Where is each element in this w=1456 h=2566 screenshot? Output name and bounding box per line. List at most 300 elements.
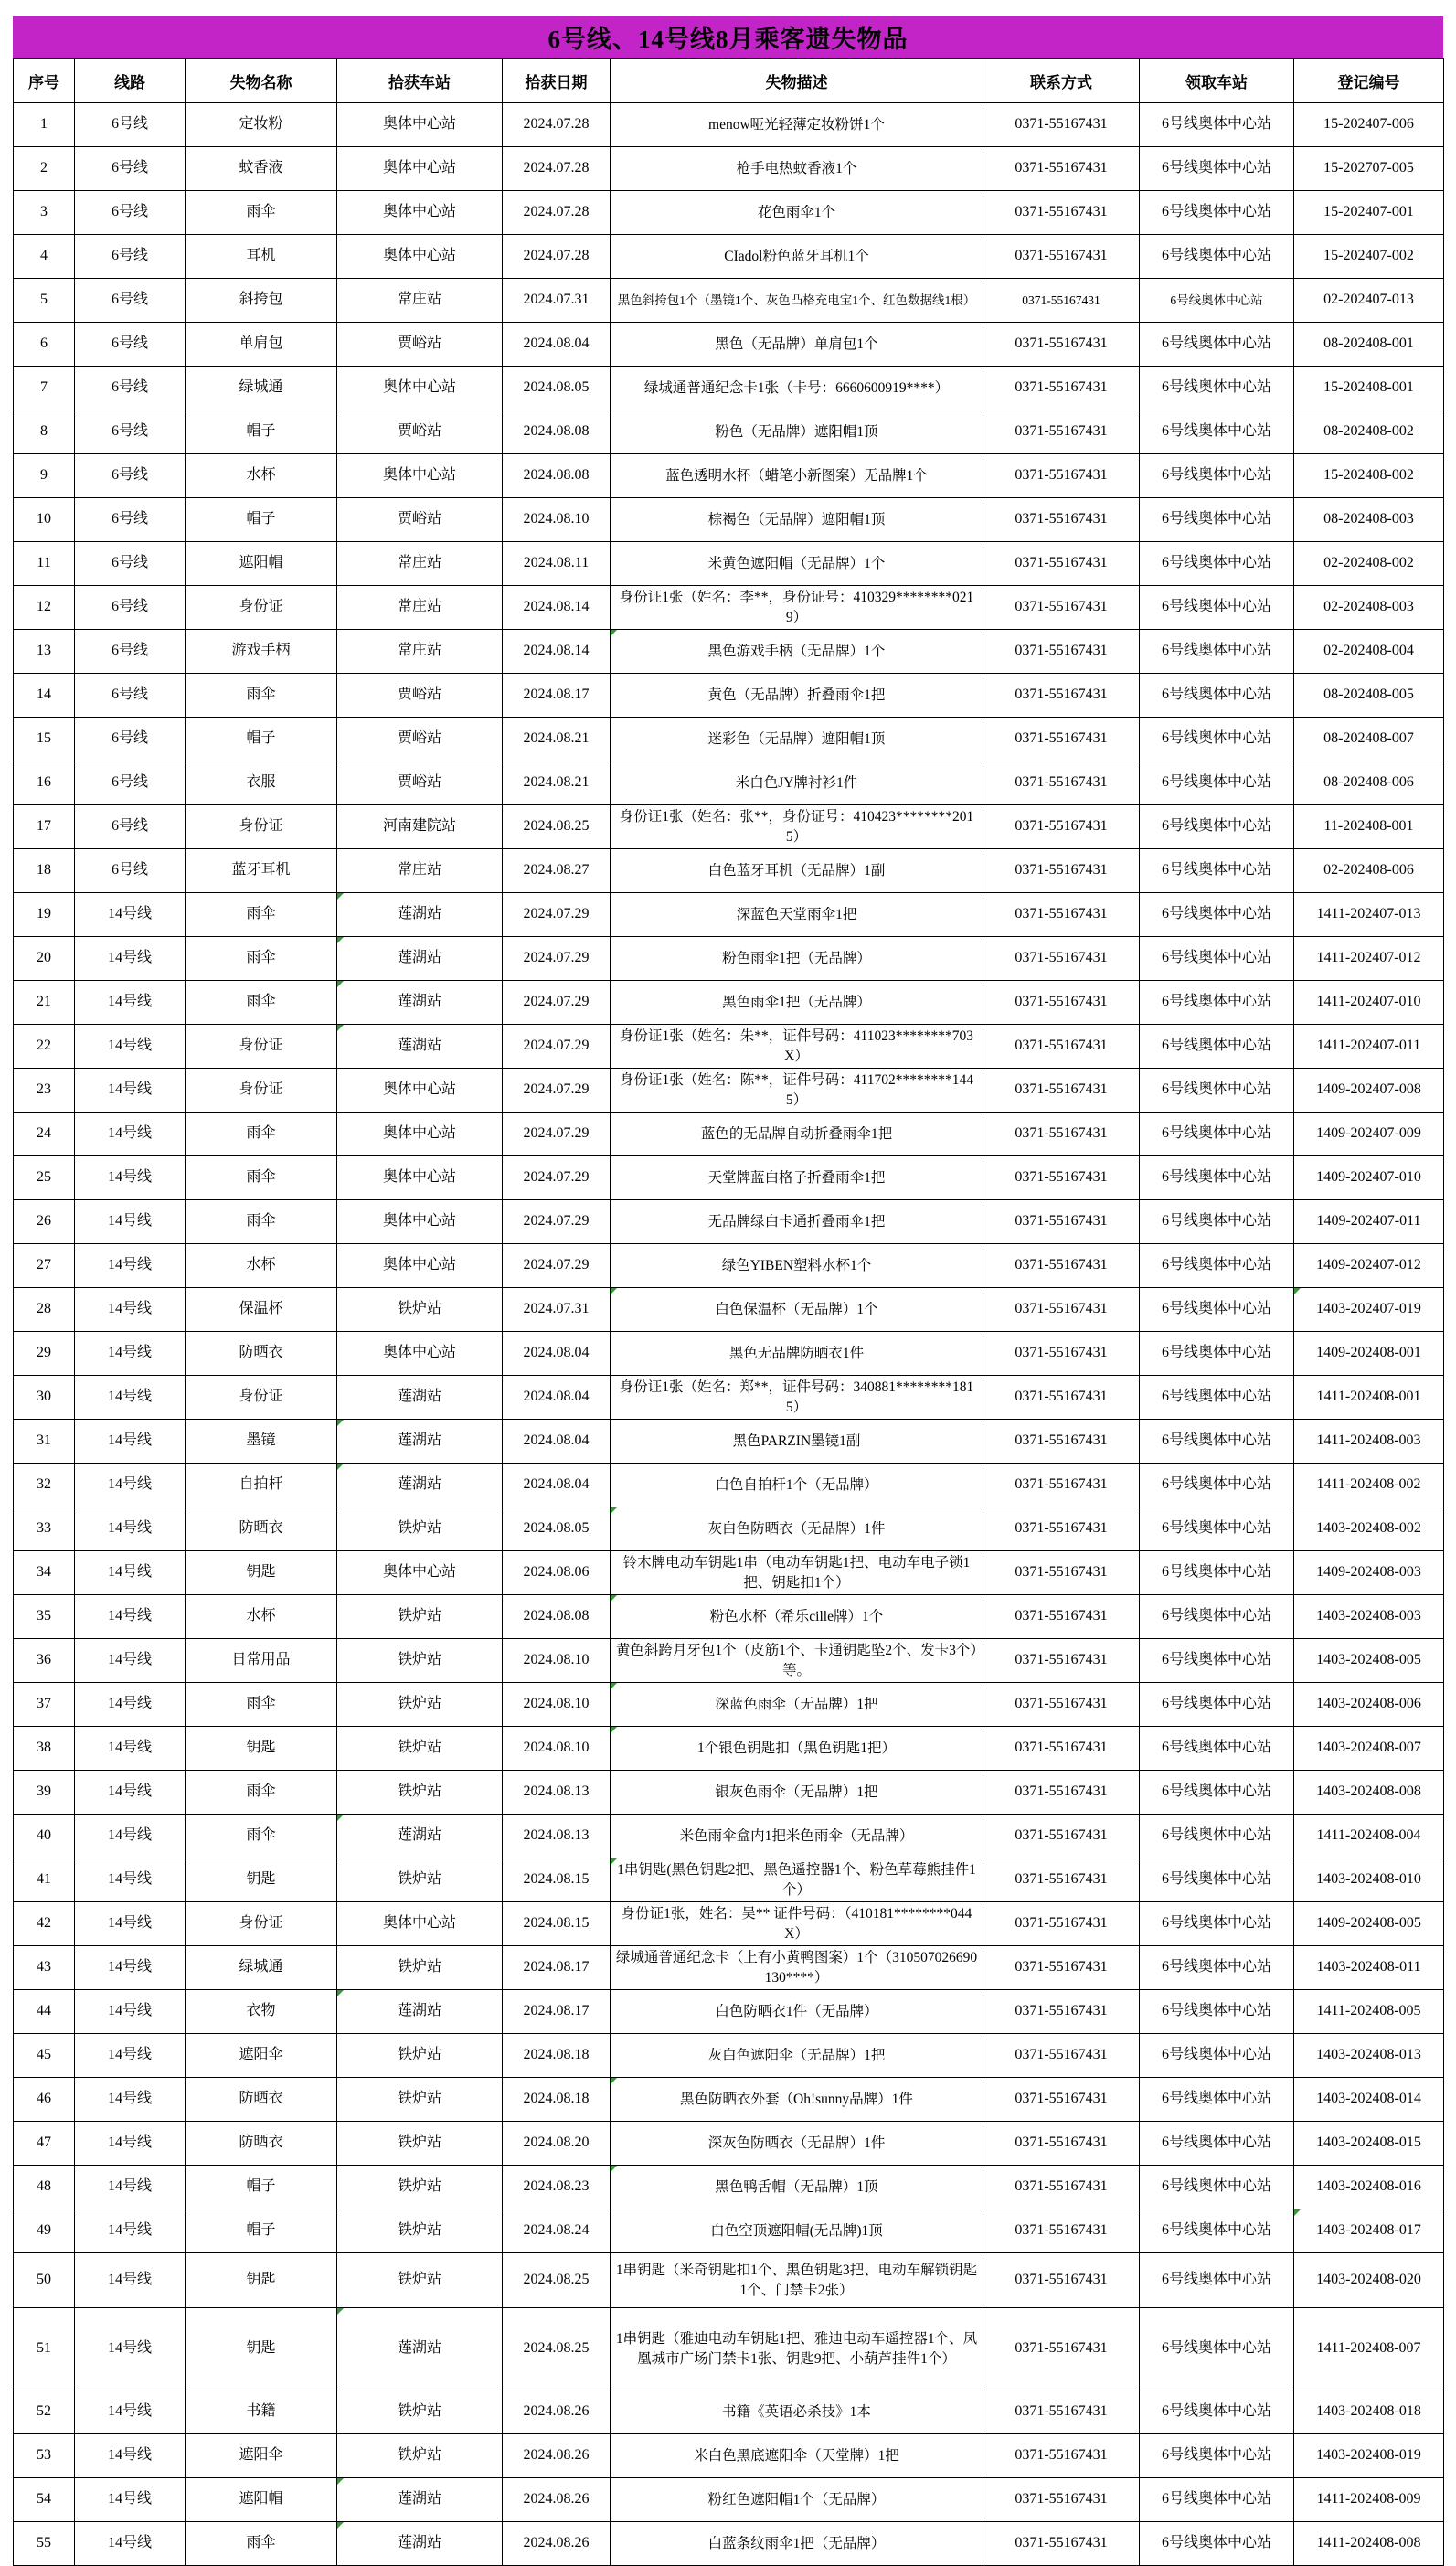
cell-claim: 6号线奥体中心站 xyxy=(1140,367,1294,410)
cell-station: 奥体中心站 xyxy=(337,1113,503,1156)
cell-desc: 黑色PARZIN墨镜1副 xyxy=(611,1420,983,1464)
cell-date: 2024.08.17 xyxy=(503,1990,611,2034)
cell-contact: 0371-55167431 xyxy=(983,1639,1140,1683)
cell-date: 2024.08.23 xyxy=(503,2166,611,2209)
cell-reg: 1403-202408-005 xyxy=(1294,1639,1444,1683)
cell-contact: 0371-55167431 xyxy=(983,191,1140,235)
cell-item: 帽子 xyxy=(186,2209,337,2253)
cell-date: 2024.08.04 xyxy=(503,1376,611,1420)
cell-reg: 1411-202407-012 xyxy=(1294,937,1444,981)
cell-contact: 0371-55167431 xyxy=(983,849,1140,893)
table-row xyxy=(14,2166,1444,2209)
cell-reg: 1403-202408-016 xyxy=(1294,2166,1444,2209)
cell-seq: 36 xyxy=(14,1639,75,1683)
cell-reg: 1403-202408-010 xyxy=(1294,1858,1444,1902)
header-row xyxy=(14,59,1444,103)
cell-contact: 0371-55167431 xyxy=(983,1727,1140,1771)
cell-line: 14号线 xyxy=(75,1200,186,1244)
table-row xyxy=(14,805,1444,849)
cell-line: 14号线 xyxy=(75,1244,186,1288)
cell-line: 14号线 xyxy=(75,2034,186,2078)
cell-item: 雨伞 xyxy=(186,893,337,937)
cell-contact: 0371-55167431 xyxy=(983,937,1140,981)
cell-date: 2024.07.28 xyxy=(503,191,611,235)
cell-claim: 6号线奥体中心站 xyxy=(1140,2122,1294,2166)
cell-reg: 02-202408-006 xyxy=(1294,849,1444,893)
cell-item: 水杯 xyxy=(186,1595,337,1639)
table-row xyxy=(14,1288,1444,1332)
cell-line: 14号线 xyxy=(75,2253,186,2308)
table-row xyxy=(14,1507,1444,1551)
cell-claim: 6号线奥体中心站 xyxy=(1140,937,1294,981)
cell-station: 贾峪站 xyxy=(337,498,503,542)
cell-desc: 迷彩色（无品牌）遮阳帽1顶 xyxy=(611,718,983,761)
cell-seq: 10 xyxy=(14,498,75,542)
table-row xyxy=(14,981,1444,1025)
cell-desc: 黑色（无品牌）单肩包1个 xyxy=(611,323,983,367)
cell-contact: 0371-55167431 xyxy=(983,1595,1140,1639)
cell-seq: 26 xyxy=(14,1200,75,1244)
cell-desc: 无品牌绿白卡通折叠雨伞1把 xyxy=(611,1200,983,1244)
cell-contact: 0371-55167431 xyxy=(983,2308,1140,2390)
cell-line: 6号线 xyxy=(75,191,186,235)
cell-desc: 白色保温杯（无品牌）1个 xyxy=(611,1288,983,1332)
cell-contact: 0371-55167431 xyxy=(983,1200,1140,1244)
lost-items-sheet xyxy=(13,16,1443,2566)
table-row xyxy=(14,454,1444,498)
cell-station: 奥体中心站 xyxy=(337,1551,503,1595)
cell-line: 14号线 xyxy=(75,1156,186,1200)
table-row xyxy=(14,1727,1444,1771)
cell-seq: 55 xyxy=(14,2522,75,2566)
cell-desc: 黄色（无品牌）折叠雨伞1把 xyxy=(611,674,983,718)
cell-claim: 6号线奥体中心站 xyxy=(1140,1727,1294,1771)
cell-contact: 0371-55167431 xyxy=(983,1069,1140,1113)
table-row xyxy=(14,542,1444,586)
cell-date: 2024.08.08 xyxy=(503,1595,611,1639)
cell-item: 身份证 xyxy=(186,1376,337,1420)
cell-date: 2024.08.10 xyxy=(503,1683,611,1727)
cell-seq: 8 xyxy=(14,410,75,454)
cell-claim: 6号线奥体中心站 xyxy=(1140,1200,1294,1244)
cell-station: 奥体中心站 xyxy=(337,147,503,191)
cell-line: 14号线 xyxy=(75,1902,186,1946)
cell-station: 铁炉站 xyxy=(337,2034,503,2078)
cell-station: 铁炉站 xyxy=(337,2166,503,2209)
table-row xyxy=(14,147,1444,191)
cell-claim: 6号线奥体中心站 xyxy=(1140,2522,1294,2566)
cell-contact: 0371-55167431 xyxy=(983,410,1140,454)
cell-station: 莲湖站 xyxy=(337,937,503,981)
cell-item: 绿城通 xyxy=(186,1946,337,1990)
cell-reg: 15-202407-002 xyxy=(1294,235,1444,279)
cell-date: 2024.08.14 xyxy=(503,630,611,674)
cell-seq: 13 xyxy=(14,630,75,674)
cell-date: 2024.08.08 xyxy=(503,410,611,454)
cell-line: 6号线 xyxy=(75,849,186,893)
cell-line: 6号线 xyxy=(75,367,186,410)
cell-claim: 6号线奥体中心站 xyxy=(1140,2209,1294,2253)
cell-date: 2024.08.25 xyxy=(503,2253,611,2308)
cell-line: 14号线 xyxy=(75,1113,186,1156)
table-row xyxy=(14,2209,1444,2253)
table-row xyxy=(14,586,1444,630)
cell-claim: 6号线奥体中心站 xyxy=(1140,630,1294,674)
cell-date: 2024.07.29 xyxy=(503,1200,611,1244)
table-row xyxy=(14,1244,1444,1288)
lost-items-table xyxy=(13,58,1444,2566)
cell-station: 铁炉站 xyxy=(337,2078,503,2122)
cell-seq: 25 xyxy=(14,1156,75,1200)
cell-item: 帽子 xyxy=(186,2166,337,2209)
cell-item: 衣服 xyxy=(186,761,337,805)
cell-desc: 1串钥匙（雅迪电动车钥匙1把、雅迪电动车遥控器1个、凤凰城市广场门禁卡1张、钥匙9把、小葫芦挂件1个） xyxy=(611,2308,983,2390)
cell-desc: 身份证1张（姓名：张**，身份证号：410423********2015） xyxy=(611,805,983,849)
cell-date: 2024.08.26 xyxy=(503,2478,611,2522)
cell-desc: 黄色斜跨月牙包1个（皮筋1个、卡通钥匙坠2个、发卡3个）等。 xyxy=(611,1639,983,1683)
cell-desc: 枪手电热蚊香液1个 xyxy=(611,147,983,191)
cell-reg: 1403-202408-015 xyxy=(1294,2122,1444,2166)
cell-item: 防晒衣 xyxy=(186,1507,337,1551)
cell-station: 铁炉站 xyxy=(337,2209,503,2253)
cell-date: 2024.08.05 xyxy=(503,1507,611,1551)
cell-station: 莲湖站 xyxy=(337,1990,503,2034)
cell-desc: 黑色防晒衣外套（Oh!sunny品牌）1件 xyxy=(611,2078,983,2122)
cell-claim: 6号线奥体中心站 xyxy=(1140,147,1294,191)
cell-contact: 0371-55167431 xyxy=(983,1858,1140,1902)
cell-reg: 1409-202407-009 xyxy=(1294,1113,1444,1156)
cell-desc: 深蓝色雨伞（无品牌）1把 xyxy=(611,1683,983,1727)
cell-item: 钥匙 xyxy=(186,2253,337,2308)
table-row xyxy=(14,1639,1444,1683)
cell-station: 莲湖站 xyxy=(337,2478,503,2522)
cell-item: 衣物 xyxy=(186,1990,337,2034)
cell-reg: 1403-202408-011 xyxy=(1294,1946,1444,1990)
cell-seq: 23 xyxy=(14,1069,75,1113)
cell-date: 2024.08.04 xyxy=(503,323,611,367)
cell-contact: 0371-55167431 xyxy=(983,1420,1140,1464)
cell-date: 2024.08.21 xyxy=(503,718,611,761)
table-row xyxy=(14,235,1444,279)
table-row xyxy=(14,1683,1444,1727)
cell-seq: 38 xyxy=(14,1727,75,1771)
cell-item: 雨伞 xyxy=(186,1113,337,1156)
cell-desc: 粉红色遮阳帽1个（无品牌） xyxy=(611,2478,983,2522)
table-row xyxy=(14,718,1444,761)
cell-contact: 0371-55167431 xyxy=(983,1464,1140,1507)
table-body xyxy=(14,103,1444,2566)
cell-contact: 0371-55167431 xyxy=(983,1771,1140,1815)
cell-seq: 44 xyxy=(14,1990,75,2034)
cell-reg: 1411-202408-004 xyxy=(1294,1815,1444,1858)
cell-seq: 35 xyxy=(14,1595,75,1639)
cell-seq: 17 xyxy=(14,805,75,849)
cell-line: 6号线 xyxy=(75,323,186,367)
cell-reg: 15-202407-006 xyxy=(1294,103,1444,147)
cell-line: 6号线 xyxy=(75,630,186,674)
cell-contact: 0371-55167431 xyxy=(983,498,1140,542)
cell-date: 2024.08.10 xyxy=(503,498,611,542)
cell-desc: 白蓝条纹雨伞1把（无品牌） xyxy=(611,2522,983,2566)
cell-line: 14号线 xyxy=(75,1595,186,1639)
cell-seq: 14 xyxy=(14,674,75,718)
cell-reg: 1409-202408-003 xyxy=(1294,1551,1444,1595)
cell-line: 14号线 xyxy=(75,1727,186,1771)
cell-station: 常庄站 xyxy=(337,849,503,893)
cell-date: 2024.08.13 xyxy=(503,1815,611,1858)
cell-date: 2024.08.15 xyxy=(503,1858,611,1902)
cell-contact: 0371-55167431 xyxy=(983,1815,1140,1858)
cell-desc: 身份证1张（姓名：李**，身份证号：410329********0219） xyxy=(611,586,983,630)
cell-desc: 蓝色的无品牌自动折叠雨伞1把 xyxy=(611,1113,983,1156)
cell-claim: 6号线奥体中心站 xyxy=(1140,805,1294,849)
cell-station: 奥体中心站 xyxy=(337,235,503,279)
table-row xyxy=(14,2034,1444,2078)
cell-line: 14号线 xyxy=(75,2478,186,2522)
cell-reg: 1403-202408-006 xyxy=(1294,1683,1444,1727)
cell-date: 2024.08.18 xyxy=(503,2078,611,2122)
cell-line: 6号线 xyxy=(75,410,186,454)
column-header: 登记编号 xyxy=(1294,59,1444,103)
cell-reg: 1409-202407-010 xyxy=(1294,1156,1444,1200)
cell-date: 2024.08.25 xyxy=(503,2308,611,2390)
cell-seq: 49 xyxy=(14,2209,75,2253)
cell-contact: 0371-55167431 xyxy=(983,542,1140,586)
cell-reg: 15-202408-002 xyxy=(1294,454,1444,498)
cell-seq: 29 xyxy=(14,1332,75,1376)
cell-claim: 6号线奥体中心站 xyxy=(1140,191,1294,235)
cell-item: 耳机 xyxy=(186,235,337,279)
cell-line: 6号线 xyxy=(75,586,186,630)
cell-line: 6号线 xyxy=(75,103,186,147)
cell-reg: 1409-202407-011 xyxy=(1294,1200,1444,1244)
cell-seq: 51 xyxy=(14,2308,75,2390)
cell-contact: 0371-55167431 xyxy=(983,2478,1140,2522)
cell-station: 奥体中心站 xyxy=(337,1902,503,1946)
table-row xyxy=(14,1551,1444,1595)
cell-reg: 08-202408-002 xyxy=(1294,410,1444,454)
cell-contact: 0371-55167431 xyxy=(983,454,1140,498)
cell-line: 6号线 xyxy=(75,147,186,191)
table-row xyxy=(14,103,1444,147)
cell-station: 贾峪站 xyxy=(337,718,503,761)
cell-line: 14号线 xyxy=(75,893,186,937)
column-header: 领取车站 xyxy=(1140,59,1294,103)
cell-claim: 6号线奥体中心站 xyxy=(1140,586,1294,630)
cell-desc: 粉色（无品牌）遮阳帽1顶 xyxy=(611,410,983,454)
cell-desc: 米黄色遮阳帽（无品牌）1个 xyxy=(611,542,983,586)
cell-date: 2024.07.28 xyxy=(503,235,611,279)
cell-item: 防晒衣 xyxy=(186,2078,337,2122)
cell-date: 2024.08.26 xyxy=(503,2522,611,2566)
cell-contact: 0371-55167431 xyxy=(983,235,1140,279)
cell-seq: 45 xyxy=(14,2034,75,2078)
cell-item: 帽子 xyxy=(186,498,337,542)
cell-contact: 0371-55167431 xyxy=(983,761,1140,805)
cell-line: 14号线 xyxy=(75,2308,186,2390)
cell-reg: 02-202408-004 xyxy=(1294,630,1444,674)
cell-claim: 6号线奥体中心站 xyxy=(1140,2390,1294,2434)
cell-desc: 粉色雨伞1把（无品牌） xyxy=(611,937,983,981)
cell-seq: 39 xyxy=(14,1771,75,1815)
table-row xyxy=(14,2522,1444,2566)
cell-seq: 2 xyxy=(14,147,75,191)
title-bar xyxy=(13,16,1443,58)
cell-contact: 0371-55167431 xyxy=(983,323,1140,367)
cell-reg: 15-202707-005 xyxy=(1294,147,1444,191)
cell-claim: 6号线奥体中心站 xyxy=(1140,1464,1294,1507)
cell-reg: 08-202408-001 xyxy=(1294,323,1444,367)
cell-seq: 19 xyxy=(14,893,75,937)
cell-item: 雨伞 xyxy=(186,937,337,981)
cell-station: 奥体中心站 xyxy=(337,1069,503,1113)
cell-date: 2024.08.25 xyxy=(503,805,611,849)
cell-item: 防晒衣 xyxy=(186,1332,337,1376)
cell-seq: 30 xyxy=(14,1376,75,1420)
cell-contact: 0371-55167431 xyxy=(983,630,1140,674)
cell-reg: 1411-202408-007 xyxy=(1294,2308,1444,2390)
cell-desc: 黑色无品牌防晒衣1件 xyxy=(611,1332,983,1376)
cell-contact: 0371-55167431 xyxy=(983,893,1140,937)
cell-reg: 1411-202408-001 xyxy=(1294,1376,1444,1420)
cell-claim: 6号线奥体中心站 xyxy=(1140,279,1294,323)
cell-claim: 6号线奥体中心站 xyxy=(1140,1156,1294,1200)
cell-date: 2024.07.29 xyxy=(503,1025,611,1069)
cell-station: 莲湖站 xyxy=(337,981,503,1025)
cell-item: 身份证 xyxy=(186,586,337,630)
table-row xyxy=(14,2122,1444,2166)
cell-line: 6号线 xyxy=(75,542,186,586)
cell-contact: 0371-55167431 xyxy=(983,1683,1140,1727)
table-row xyxy=(14,1902,1444,1946)
cell-seq: 32 xyxy=(14,1464,75,1507)
cell-station: 常庄站 xyxy=(337,630,503,674)
cell-contact: 0371-55167431 xyxy=(983,1113,1140,1156)
cell-station: 铁炉站 xyxy=(337,1683,503,1727)
cell-item: 水杯 xyxy=(186,454,337,498)
cell-claim: 6号线奥体中心站 xyxy=(1140,2034,1294,2078)
cell-station: 铁炉站 xyxy=(337,1288,503,1332)
cell-seq: 7 xyxy=(14,367,75,410)
cell-claim: 6号线奥体中心站 xyxy=(1140,1902,1294,1946)
cell-seq: 16 xyxy=(14,761,75,805)
cell-item: 雨伞 xyxy=(186,674,337,718)
cell-contact: 0371-55167431 xyxy=(983,586,1140,630)
cell-reg: 1403-202408-014 xyxy=(1294,2078,1444,2122)
cell-item: 雨伞 xyxy=(186,1683,337,1727)
cell-station: 铁炉站 xyxy=(337,2122,503,2166)
table-row xyxy=(14,498,1444,542)
cell-claim: 6号线奥体中心站 xyxy=(1140,454,1294,498)
cell-line: 6号线 xyxy=(75,279,186,323)
cell-seq: 40 xyxy=(14,1815,75,1858)
cell-item: 身份证 xyxy=(186,1902,337,1946)
cell-contact: 0371-55167431 xyxy=(983,1902,1140,1946)
cell-desc: 身份证1张（姓名：郑**，证件号码：340881********1815） xyxy=(611,1376,983,1420)
cell-date: 2024.07.29 xyxy=(503,893,611,937)
cell-contact: 0371-55167431 xyxy=(983,2434,1140,2478)
cell-line: 14号线 xyxy=(75,1420,186,1464)
cell-claim: 6号线奥体中心站 xyxy=(1140,1990,1294,2034)
cell-line: 6号线 xyxy=(75,805,186,849)
cell-line: 14号线 xyxy=(75,1639,186,1683)
cell-item: 雨伞 xyxy=(186,1156,337,1200)
cell-item: 蓝牙耳机 xyxy=(186,849,337,893)
cell-date: 2024.07.29 xyxy=(503,981,611,1025)
cell-line: 6号线 xyxy=(75,718,186,761)
cell-seq: 15 xyxy=(14,718,75,761)
cell-desc: 身份证1张（姓名：朱**，证件号码：411023********703X） xyxy=(611,1025,983,1069)
cell-line: 14号线 xyxy=(75,1507,186,1551)
cell-station: 铁炉站 xyxy=(337,1595,503,1639)
cell-line: 14号线 xyxy=(75,2522,186,2566)
cell-reg: 1403-202407-019 xyxy=(1294,1288,1444,1332)
cell-line: 14号线 xyxy=(75,2390,186,2434)
cell-line: 14号线 xyxy=(75,1815,186,1858)
cell-reg: 02-202407-013 xyxy=(1294,279,1444,323)
cell-desc: 灰白色防晒衣（无品牌）1件 xyxy=(611,1507,983,1551)
column-header: 线路 xyxy=(75,59,186,103)
table-row xyxy=(14,893,1444,937)
table-row xyxy=(14,1025,1444,1069)
cell-desc: 白色防晒衣1件（无品牌） xyxy=(611,1990,983,2034)
cell-date: 2024.08.26 xyxy=(503,2434,611,2478)
column-header: 序号 xyxy=(14,59,75,103)
cell-claim: 6号线奥体中心站 xyxy=(1140,1946,1294,1990)
cell-seq: 52 xyxy=(14,2390,75,2434)
cell-reg: 1403-202408-003 xyxy=(1294,1595,1444,1639)
cell-claim: 6号线奥体中心站 xyxy=(1140,1551,1294,1595)
cell-contact: 0371-55167431 xyxy=(983,2522,1140,2566)
cell-desc: 铃木牌电动车钥匙1串（电动车钥匙1把、电动车电子锁1把、钥匙扣1个） xyxy=(611,1551,983,1595)
cell-line: 14号线 xyxy=(75,2434,186,2478)
cell-item: 保温杯 xyxy=(186,1288,337,1332)
cell-reg: 1403-202408-013 xyxy=(1294,2034,1444,2078)
cell-item: 雨伞 xyxy=(186,1771,337,1815)
table-row xyxy=(14,761,1444,805)
cell-claim: 6号线奥体中心站 xyxy=(1140,1332,1294,1376)
cell-contact: 0371-55167431 xyxy=(983,1551,1140,1595)
cell-item: 自拍杆 xyxy=(186,1464,337,1507)
cell-item: 雨伞 xyxy=(186,2522,337,2566)
cell-station: 奥体中心站 xyxy=(337,367,503,410)
cell-claim: 6号线奥体中心站 xyxy=(1140,981,1294,1025)
cell-contact: 0371-55167431 xyxy=(983,805,1140,849)
cell-contact: 0371-55167431 xyxy=(983,1990,1140,2034)
cell-date: 2024.08.11 xyxy=(503,542,611,586)
cell-item: 遮阳帽 xyxy=(186,542,337,586)
cell-desc: 天堂牌蓝白格子折叠雨伞1把 xyxy=(611,1156,983,1200)
cell-date: 2024.08.10 xyxy=(503,1727,611,1771)
table-row xyxy=(14,2390,1444,2434)
cell-item: 钥匙 xyxy=(186,2308,337,2390)
cell-desc: 黑色斜挎包1个（墨镜1个、灰色凸格充电宝1个、红色数据线1根） xyxy=(611,279,983,323)
cell-contact: 0371-55167431 xyxy=(983,2166,1140,2209)
cell-reg: 02-202408-002 xyxy=(1294,542,1444,586)
cell-desc: 蓝色透明水杯（蜡笔小新图案）无品牌1个 xyxy=(611,454,983,498)
cell-station: 铁炉站 xyxy=(337,1858,503,1902)
cell-desc: 银灰色雨伞（无品牌）1把 xyxy=(611,1771,983,1815)
cell-station: 常庄站 xyxy=(337,542,503,586)
cell-seq: 11 xyxy=(14,542,75,586)
cell-claim: 6号线奥体中心站 xyxy=(1140,2166,1294,2209)
cell-claim: 6号线奥体中心站 xyxy=(1140,1507,1294,1551)
cell-reg: 08-202408-007 xyxy=(1294,718,1444,761)
cell-claim: 6号线奥体中心站 xyxy=(1140,1858,1294,1902)
cell-station: 莲湖站 xyxy=(337,1815,503,1858)
cell-item: 身份证 xyxy=(186,1069,337,1113)
table-row xyxy=(14,2253,1444,2308)
